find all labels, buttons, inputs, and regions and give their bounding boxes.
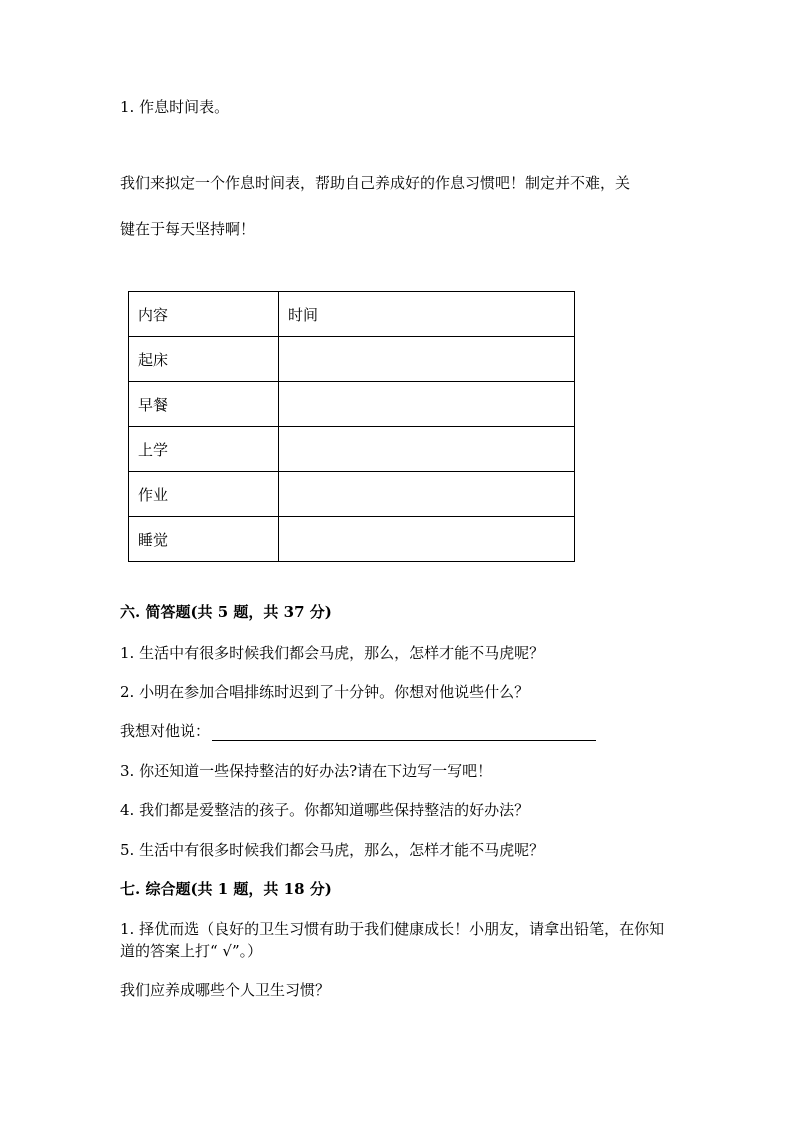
row-content: 上学 xyxy=(129,427,279,472)
section7-heading: 七. 综合题(共 1 题，共 18 分) xyxy=(120,880,332,898)
section7-question-1: 1. 择优而选（良好的卫生习惯有助于我们健康成长！小朋友，请拿出铅笔，在你知道的答案上打“ √”。） xyxy=(120,920,665,960)
section6-question-3: 3. 你还知道一些保持整洁的好办法?请在下边写一写吧！ xyxy=(120,762,493,780)
row-time-cell[interactable] xyxy=(279,337,575,382)
schedule-table xyxy=(128,291,575,562)
schedule-intro-line1: 我们来拟定一个作息时间表，帮助自己养成好的作息习惯吧！制定并不难，关 xyxy=(120,174,631,192)
table-header-row xyxy=(129,292,575,337)
row-time-cell[interactable] xyxy=(279,382,575,427)
schedule-intro-line2: 键在于每天坚持啊！ xyxy=(120,220,256,238)
table-row xyxy=(129,427,575,472)
row-time-cell[interactable] xyxy=(279,427,575,472)
table-row xyxy=(129,472,575,517)
row-content: 睡觉 xyxy=(129,517,279,562)
header-time: 时间 xyxy=(279,292,575,337)
header-content: 内容 xyxy=(129,292,279,337)
table-row xyxy=(129,382,575,427)
row-content: 起床 xyxy=(129,337,279,382)
table-row xyxy=(129,517,575,562)
section7-question-prompt: 我们应养成哪些个人卫生习惯？ xyxy=(120,981,331,999)
row-time-cell[interactable] xyxy=(279,472,575,517)
answer-blank-line[interactable] xyxy=(212,724,596,741)
section6-question-1: 1. 生活中有很多时候我们都会马虎，那么，怎样才能不马虎呢？ xyxy=(120,644,545,662)
section6-question-2: 2. 小明在参加合唱排练时迟到了十分钟。你想对他说些什么？ xyxy=(120,683,530,701)
row-time-cell[interactable] xyxy=(279,517,575,562)
section6-heading: 六. 简答题(共 5 题，共 37 分) xyxy=(120,603,332,621)
answer-label: 我想对他说： xyxy=(120,722,211,740)
schedule-item-title: 1. 作息时间表。 xyxy=(120,98,230,116)
row-content: 作业 xyxy=(129,472,279,517)
section6-answer-row xyxy=(120,721,596,741)
section6-question-5: 5. 生活中有很多时候我们都会马虎，那么，怎样才能不马虎呢？ xyxy=(120,841,545,859)
table-row xyxy=(129,337,575,382)
section6-question-4: 4. 我们都是爱整洁的孩子。你都知道哪些保持整洁的好办法？ xyxy=(120,801,530,819)
row-content: 早餐 xyxy=(129,382,279,427)
